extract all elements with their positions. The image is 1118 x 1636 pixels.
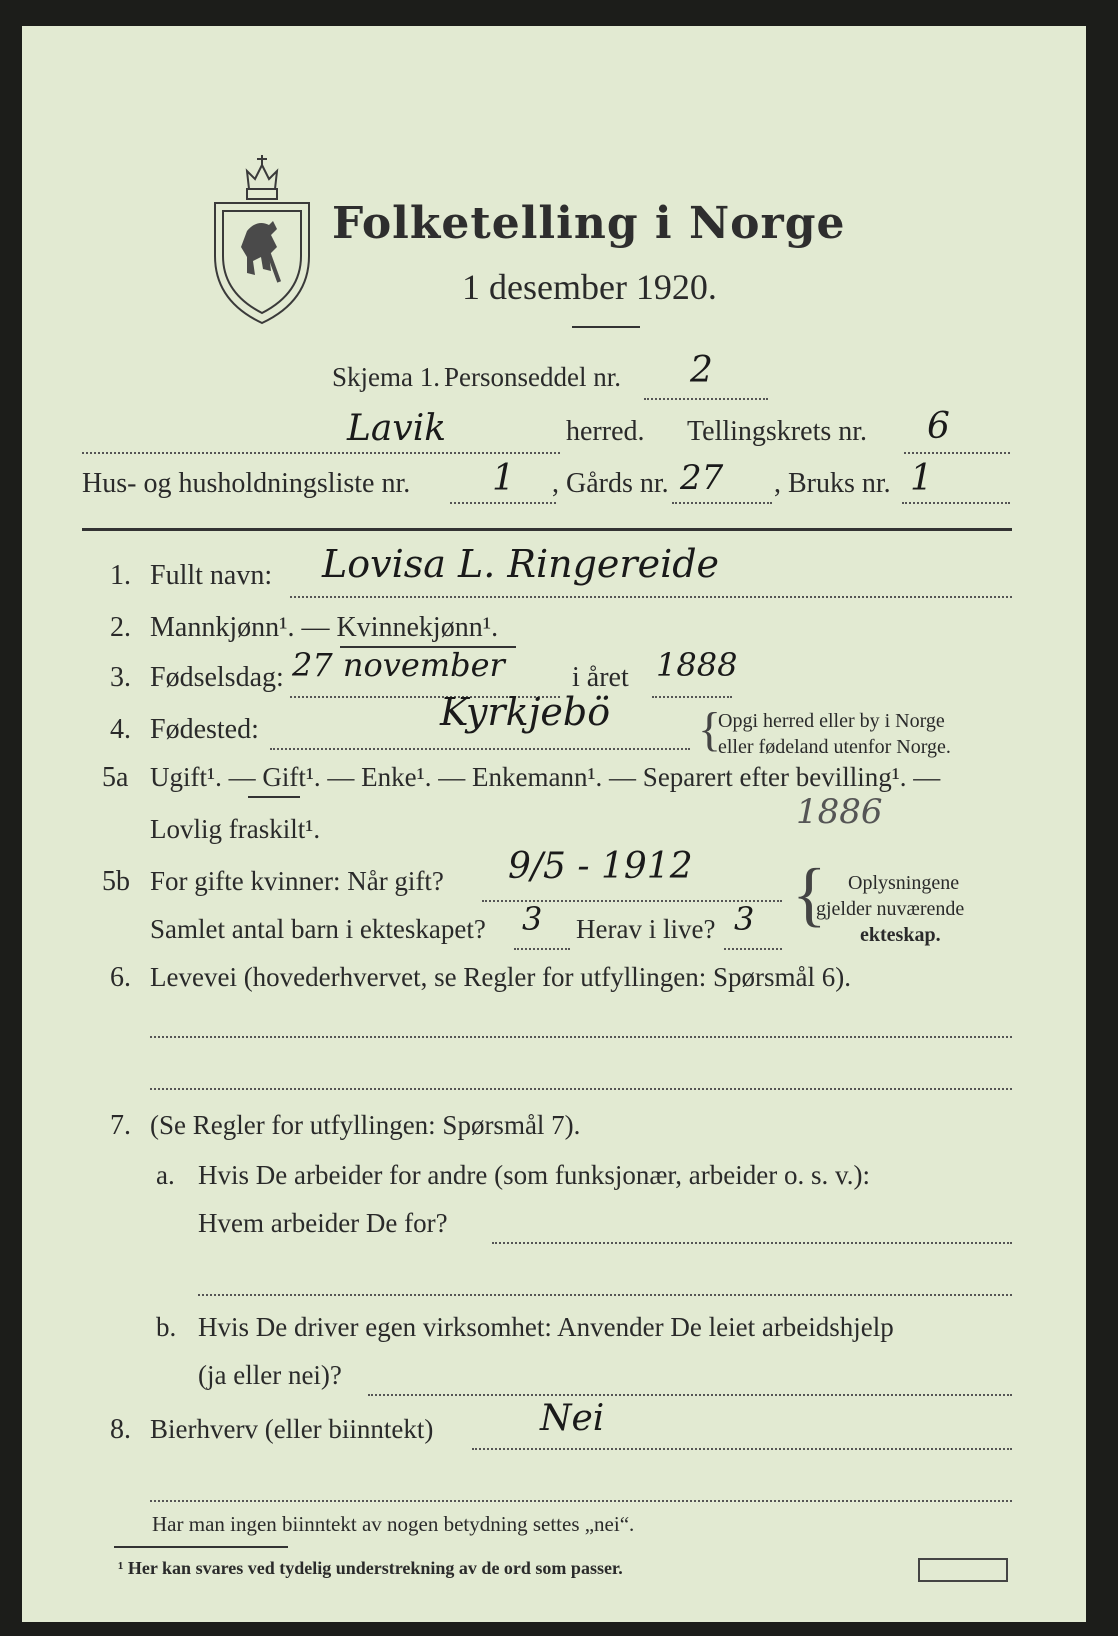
- employer-line-2[interactable]: [198, 1294, 1012, 1296]
- census-date: 1 desember 1920.: [462, 267, 717, 307]
- gards-line: [672, 502, 772, 504]
- q1-line: [290, 596, 1012, 598]
- footer-note: Har man ingen biinntekt av nogen betydning settes „nei“.: [152, 1512, 635, 1536]
- children-alive-field[interactable]: 3: [734, 900, 755, 938]
- marriage-note-2: gjelder nuværende: [816, 898, 965, 920]
- herred-label: herred.: [566, 416, 645, 447]
- occupation-line-1[interactable]: [150, 1036, 1012, 1038]
- q1-number: 1.: [110, 560, 131, 591]
- footnote: ¹ Her kan svares ved tydelig understrekning av de ord som passer.: [118, 1558, 623, 1578]
- q6-number: 6.: [110, 962, 131, 993]
- children-alive-label: Herav i live?: [576, 914, 716, 944]
- marriage-brace: {: [792, 854, 827, 934]
- birthplace-line: [270, 748, 690, 750]
- skjema-label: Skjema 1.: [332, 362, 440, 392]
- bruks-field[interactable]: 1: [910, 458, 933, 499]
- birthday-field[interactable]: 27 november: [292, 646, 505, 684]
- q6-label: Levevei (hovederhvervet, se Regler for utfyllingen: Spørsmål 6).: [150, 962, 852, 992]
- footnote-divider: [114, 1546, 288, 1548]
- norway-coat-of-arms-icon: [207, 151, 317, 326]
- gender-options[interactable]: Mannkjønn¹. — Kvinnekjønn¹.: [150, 612, 499, 643]
- hus-label: Hus- og husholdningsliste nr.: [82, 468, 411, 499]
- children-alive-line: [724, 948, 782, 950]
- q2-number: 2.: [110, 612, 131, 643]
- gards-label: , Gårds nr.: [552, 468, 669, 499]
- children-total-field[interactable]: 3: [522, 900, 543, 938]
- marriage-note-1: Oplysningene: [848, 872, 960, 894]
- q5a-number: 5a: [102, 762, 129, 793]
- q4-label: Fødested:: [150, 714, 259, 745]
- marital-status-options[interactable]: Ugift¹. — Gift¹. — Enke¹. — Enkemann¹. — Separert efter bevilling¹. —: [150, 762, 941, 792]
- census-form-page: [22, 26, 1086, 1622]
- q3-number: 3.: [110, 662, 131, 693]
- herred-line: [82, 452, 560, 454]
- birthplace-brace: {: [698, 703, 722, 756]
- q7b-line1: Hvis De driver egen virksomhet: Anvender De leiet arbeidshjelp: [198, 1312, 894, 1342]
- hired-help-line[interactable]: [368, 1394, 1012, 1396]
- q1-label: Fullt navn:: [150, 560, 273, 591]
- q7a-line2: Hvem arbeider De for?: [198, 1208, 448, 1238]
- q7b-letter: b.: [156, 1312, 177, 1342]
- marital-status-line2: Lovlig fraskilt¹.: [150, 814, 321, 844]
- tellingskrets-field[interactable]: 6: [927, 406, 950, 447]
- married-when-label: For gifte kvinner: Når gift?: [150, 866, 444, 896]
- tellingskrets-label: Tellingskrets nr.: [687, 416, 868, 447]
- personseddel-line: [644, 398, 768, 400]
- gards-field[interactable]: 27: [680, 458, 724, 498]
- margin-note: 1886: [796, 792, 883, 832]
- q3-label: Fødselsdag:: [150, 662, 284, 693]
- side-income-line-2[interactable]: [150, 1500, 1012, 1502]
- q4-number: 4.: [110, 714, 131, 745]
- birthplace-note-2: eller fødeland utenfor Norge.: [718, 736, 951, 758]
- q5b-number: 5b: [102, 866, 130, 897]
- bruks-line: [902, 502, 1010, 504]
- birthplace-field[interactable]: Kyrkjebö: [440, 690, 611, 734]
- form-title: Folketelling i Norge: [332, 198, 846, 249]
- hus-field[interactable]: 1: [492, 458, 515, 499]
- printer-stamp: [918, 1558, 1008, 1582]
- q8-number: 8.: [110, 1414, 131, 1445]
- q7a-line1: Hvis De arbeider for andre (som funksjonær, arbeider o. s. v.):: [198, 1160, 870, 1190]
- side-income-field[interactable]: Nei: [540, 1398, 605, 1439]
- marriage-note-3: ekteskap.: [860, 924, 941, 946]
- year-line: [652, 696, 732, 698]
- children-total-label: Samlet antal barn i ekteskapet?: [150, 914, 486, 944]
- q8-label: Bierhverv (eller biinntekt): [150, 1414, 434, 1444]
- q7-label: (Se Regler for utfyllingen: Spørsmål 7).: [150, 1110, 581, 1140]
- personseddel-label: Personseddel nr.: [444, 362, 621, 392]
- children-total-line: [514, 948, 570, 950]
- side-income-line: [472, 1448, 1012, 1450]
- employer-line-1[interactable]: [492, 1242, 1012, 1244]
- q7a-letter: a.: [156, 1160, 175, 1190]
- occupation-line-2[interactable]: [150, 1088, 1012, 1090]
- tellingskrets-line: [904, 452, 1010, 454]
- married-when-field[interactable]: 9/5 - 1912: [508, 846, 693, 887]
- birth-year-field[interactable]: 1888: [656, 646, 738, 684]
- header-separator: [82, 528, 1012, 531]
- bruks-label: , Bruks nr.: [774, 468, 891, 499]
- title-divider: [572, 326, 640, 328]
- full-name-field[interactable]: Lovisa L. Ringereide: [322, 542, 720, 586]
- gift-underline: [248, 796, 300, 798]
- personseddel-field[interactable]: 2: [690, 350, 713, 391]
- q7b-line2: (ja eller nei)?: [198, 1360, 342, 1390]
- q7-number: 7.: [110, 1110, 131, 1141]
- year-label: i året: [572, 662, 629, 693]
- herred-field[interactable]: Lavik: [347, 408, 447, 449]
- birthplace-note-1: Opgi herred eller by i Norge: [718, 710, 945, 732]
- hus-line: [450, 502, 556, 504]
